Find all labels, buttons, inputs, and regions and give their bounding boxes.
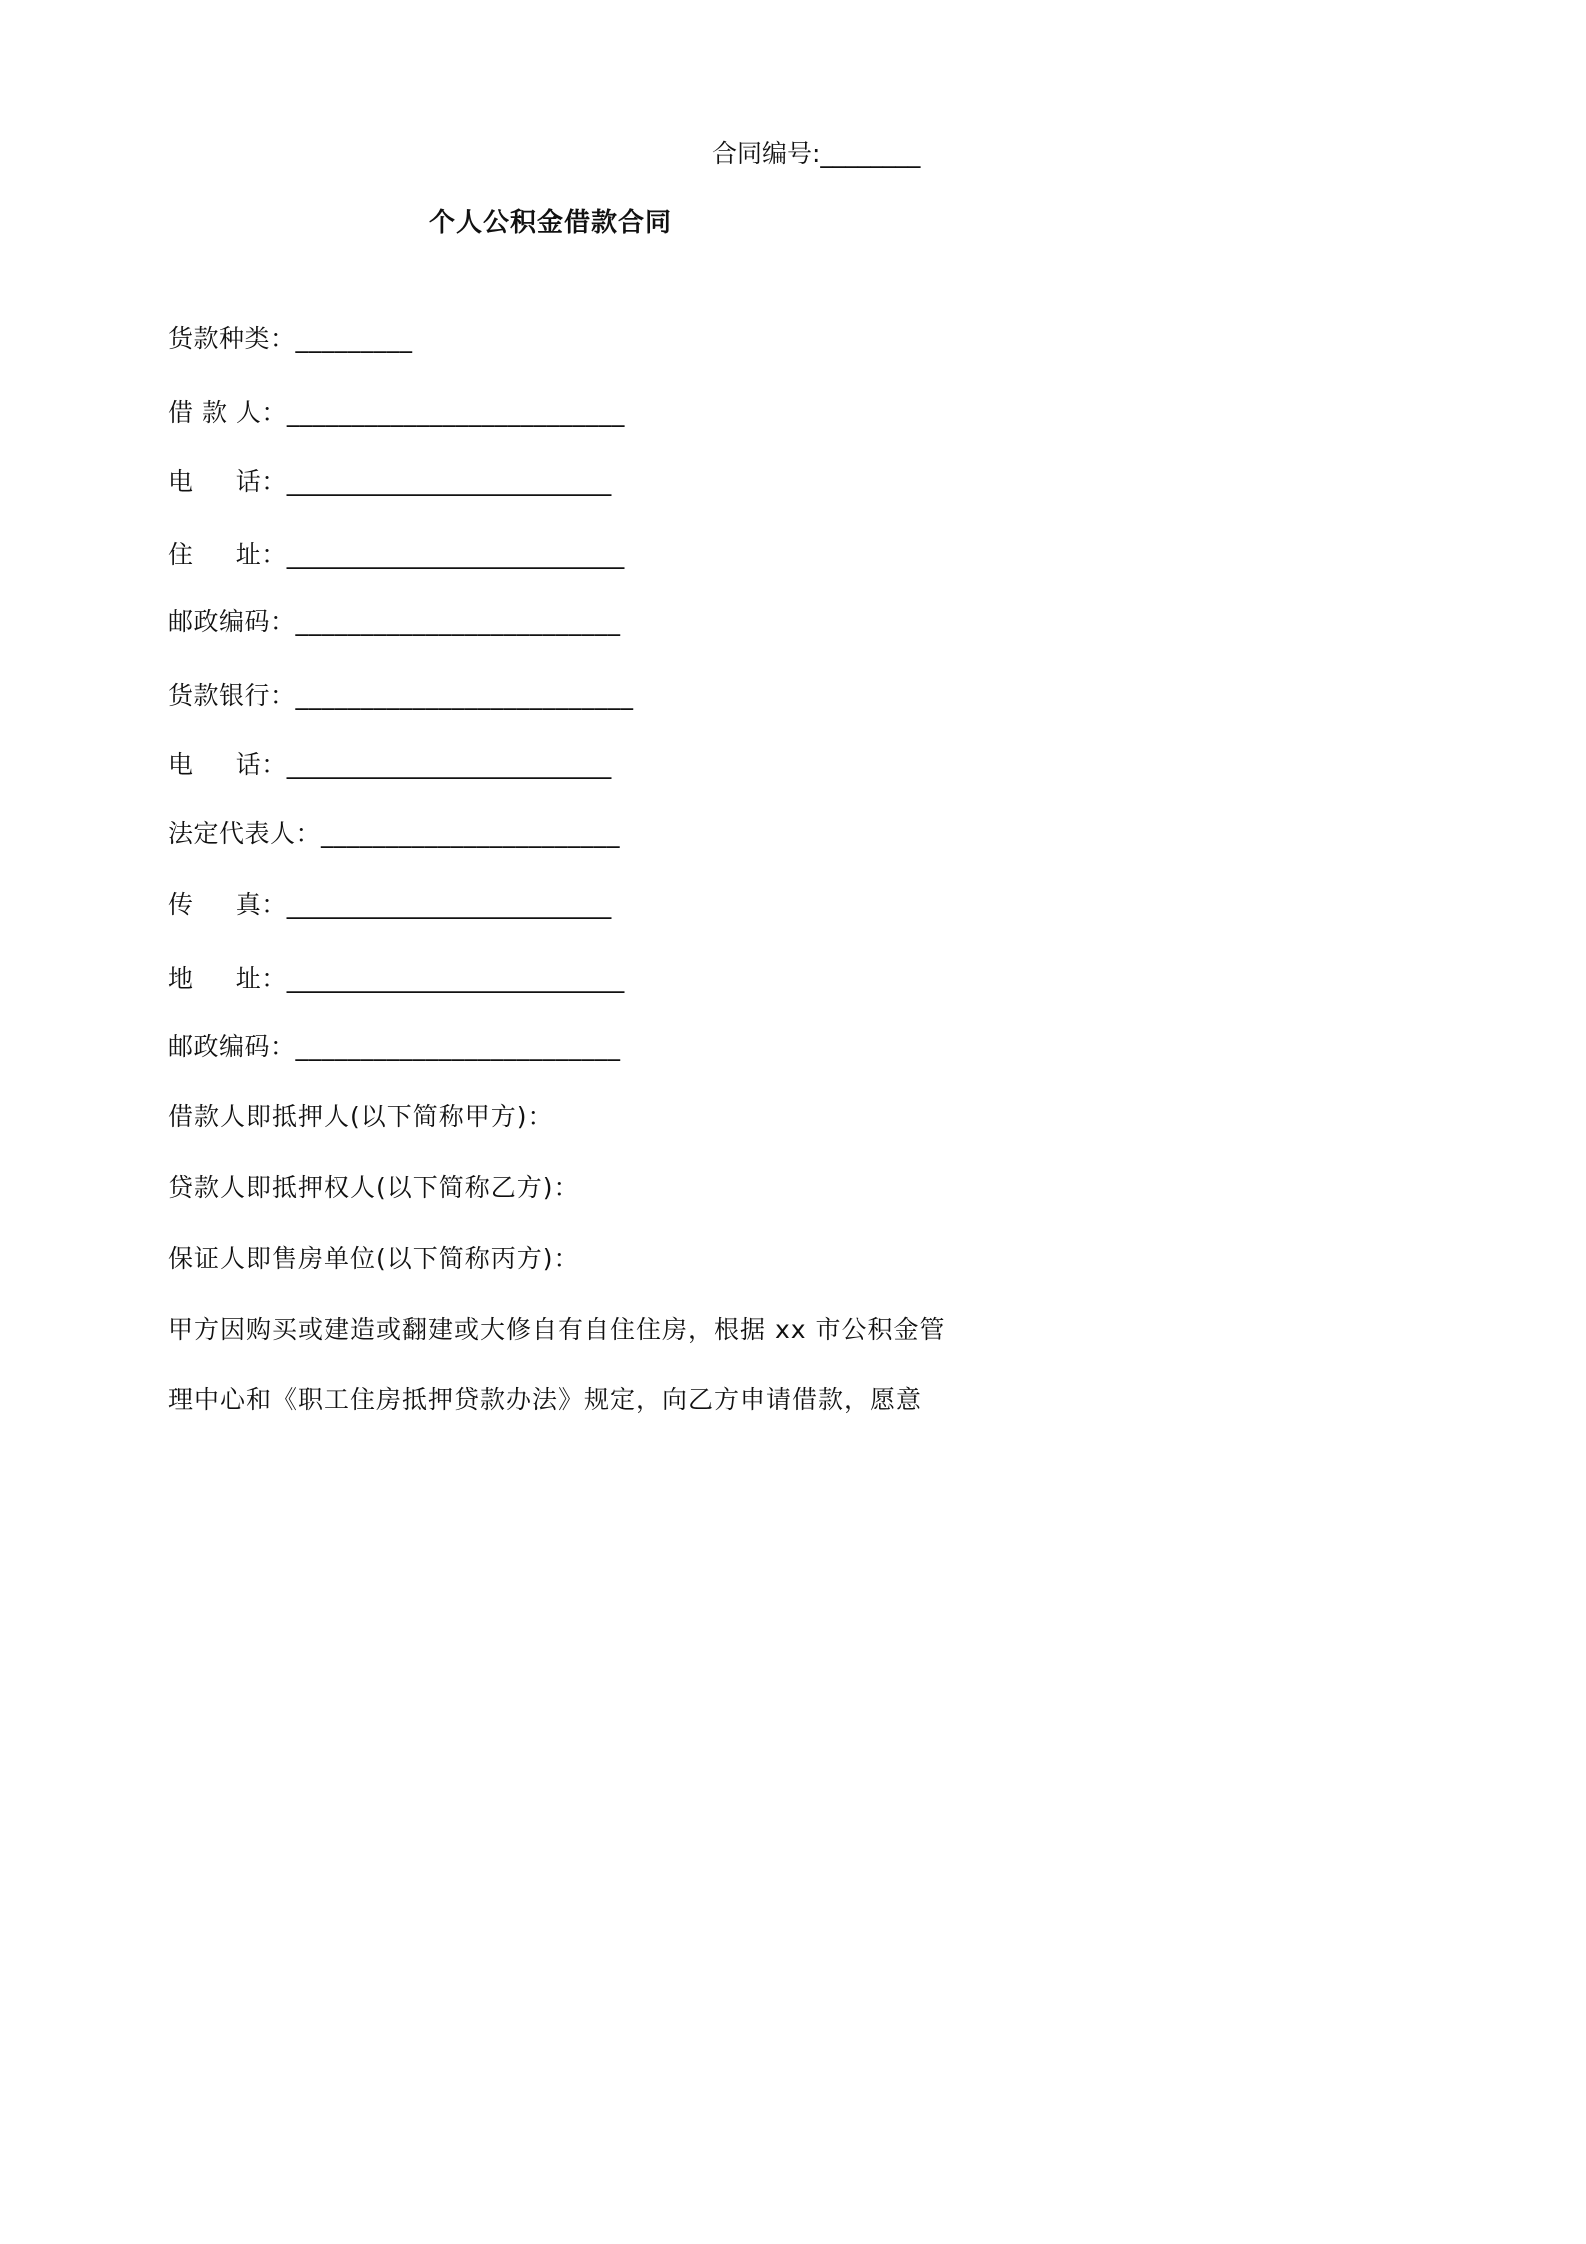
field-borrower-address (168, 539, 625, 571)
field-borrower (168, 397, 625, 429)
field-blank: _________________________ (286, 890, 612, 919)
field-blank: _________________________ (295, 607, 621, 636)
field-label: 邮政编码： (168, 1032, 296, 1061)
field-label: 货款银行： (168, 681, 296, 710)
field-blank: _______________________ (321, 819, 621, 848)
field-fax (168, 889, 612, 921)
contract-number: 合同编号:________ (712, 139, 921, 168)
field-label: 地 址： (168, 964, 287, 993)
field-bank-postcode (168, 1031, 621, 1063)
field-label: 电 话： (168, 750, 287, 779)
field-borrower-phone (168, 466, 612, 498)
party-c-line: 保证人即售房单位(以下简称丙方)： (168, 1244, 580, 1273)
field-blank: _________ (295, 324, 413, 353)
field-loan-type (168, 323, 413, 355)
field-label: 电 话： (168, 467, 287, 496)
field-label: 传 真： (168, 890, 287, 919)
field-blank: __________________________ (295, 681, 634, 710)
field-blank: __________________________ (286, 398, 625, 427)
party-b-line: 贷款人即抵押权人(以下简称乙方)： (168, 1173, 580, 1202)
document-title: 个人公积金借款合同 (428, 208, 672, 238)
field-blank: __________________________ (286, 540, 625, 569)
field-label: 法定代表人： (168, 819, 322, 848)
field-label: 住 址： (168, 540, 287, 569)
body-text-line: 甲方因购买或建造或翻建或大修自有自住住房，根据 xx 市公积金管 (168, 1315, 946, 1344)
body-text-line: 理中心和《职工住房抵押贷款办法》规定，向乙方申请借款，愿意 (168, 1385, 923, 1414)
field-borrower-postcode (168, 606, 621, 638)
field-blank: __________________________ (286, 964, 625, 993)
field-label: 邮政编码： (168, 607, 296, 636)
field-blank: _________________________ (286, 750, 612, 779)
field-loan-bank (168, 680, 634, 712)
field-label: 货款种类： (168, 324, 296, 353)
field-legal-representative (168, 818, 620, 850)
party-a-line: 借款人即抵押人(以下简称甲方)： (168, 1102, 554, 1131)
field-blank: _________________________ (286, 467, 612, 496)
field-bank-phone (168, 749, 612, 781)
field-label: 借 款 人： (168, 398, 287, 427)
document-page (0, 0, 1101, 1558)
field-blank: _________________________ (295, 1032, 621, 1061)
field-bank-address (168, 963, 625, 995)
